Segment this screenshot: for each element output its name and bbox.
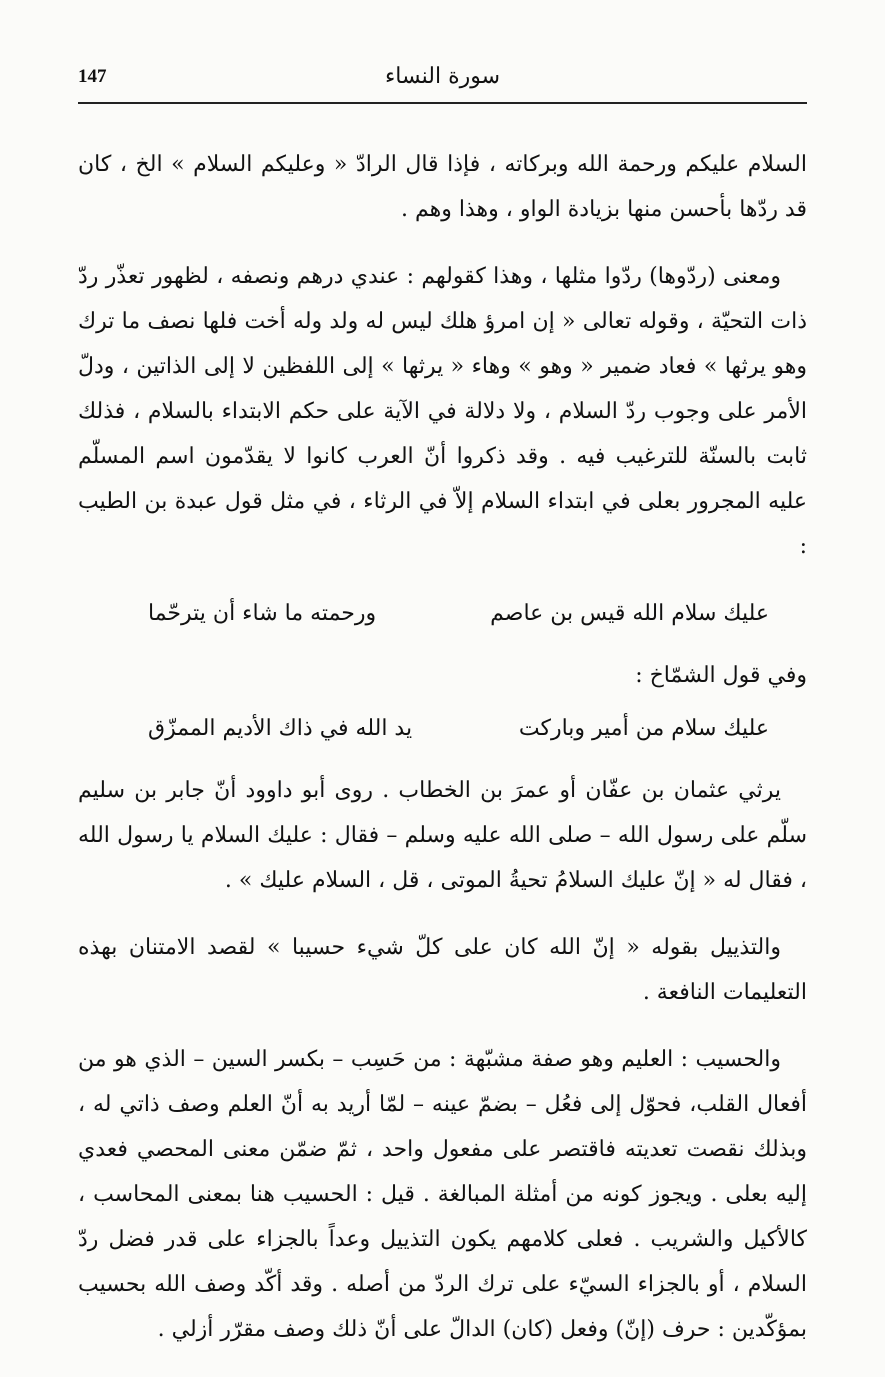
paragraph-4: والتذييل بقوله « إنّ الله كان على كلّ شيء حسيبا » لقصد الامتنان بهذه التعليمات النافعة . [78, 935, 807, 1005]
page-number: 147 [78, 66, 107, 87]
verse-1-left-hemistich: ورحمته ما شاء أن يترحّما [148, 601, 377, 626]
verse-1 [78, 591, 807, 637]
verse-2-intro: وفي قول الشمّاخ : [635, 663, 807, 688]
page-header [78, 62, 807, 104]
verse-2-right-hemistich: عليك سلام من أمير وباركت [518, 716, 769, 741]
paragraph-1: السلام عليكم ورحمة الله وبركاته ، فإذا قال الرادّ « وعليكم السلام » الخ ، كان قد ردّها بأحسن منها بزيادة الواو ، وهذا وهم . [78, 152, 807, 222]
verse-2 [78, 706, 807, 752]
page-body [78, 142, 807, 1374]
running-title: سورة النساء [384, 64, 501, 89]
verse-2-left-hemistich: يد الله في ذاك الأديم الممزّق [148, 716, 413, 741]
paragraph-5: والحسيب : العليم وهو صفة مشبّهة : من حَسِب – بكسر السين – الذي هو من أفعال القلب، فحوّل إلى فعُل – بضمّ عينه – لمّا أريد به أنّ العلم وصف ذاتي له ، وبذلك نقصت تعديته فاقتصر على مفعول واحد ، ثمّ ضمّن معنى المحصي فعدي إليه بعلى . ويجوز كونه من أمثلة المبالغة . قيل : الحسيب هنا بمعنى المحاسب ، كالأكيل والشريب . فعلى كلامهم يكون التذييل وعداً بالجزاء على قدر فضل ردّ السلام ، أو بالجزاء السيّء على ترك الردّ من أصله . وقد أكّد وصف الله بحسيب بمؤكّدين : حرف (إنّ) وفعل (كان) الدالّ على أنّ ذلك وصف مقرّر أزلي . [78, 1047, 807, 1342]
verse-1-right-hemistich: عليك سلام الله قيس بن عاصم [490, 601, 769, 626]
paragraph-3: يرثي عثمان بن عفّان أو عمرَ بن الخطاب . روى أبو داوود أنّ جابر بن سليم سلّم على رسول الله – صلى الله عليه وسلم – فقال : عليك السلام يا رسول الله ، فقال له « إنّ عليك السلامُ تحيةُ الموتى ، قل ، السلام عليك » . [78, 778, 807, 893]
paragraph-2: ومعنى (ردّوها) ردّوا مثلها ، وهذا كقولهم : عندي درهم ونصفه ، لظهور تعذّر ردّ ذات التحيّة ، وقوله تعالى « إن امرؤ هلك ليس له ولد وله أخت فلها نصف ما ترك وهو يرثها » فعاد ضمير « وهو » وهاء « يرثها » إلى اللفظين لا إلى الذاتين ، ودلّ الأمر على وجوب ردّ السلام ، ولا دلالة في الآية على حكم الابتداء بالسلام ، فذلك ثابت بالسنّة للترغيب فيه . وقد ذكروا أنّ العرب كانوا لا يقدّمون اسم المسلّم عليه المجرور بعلى في ابتداء السلام إلاّ في الرثاء ، في مثل قول عبدة بن الطيب : [78, 264, 807, 559]
